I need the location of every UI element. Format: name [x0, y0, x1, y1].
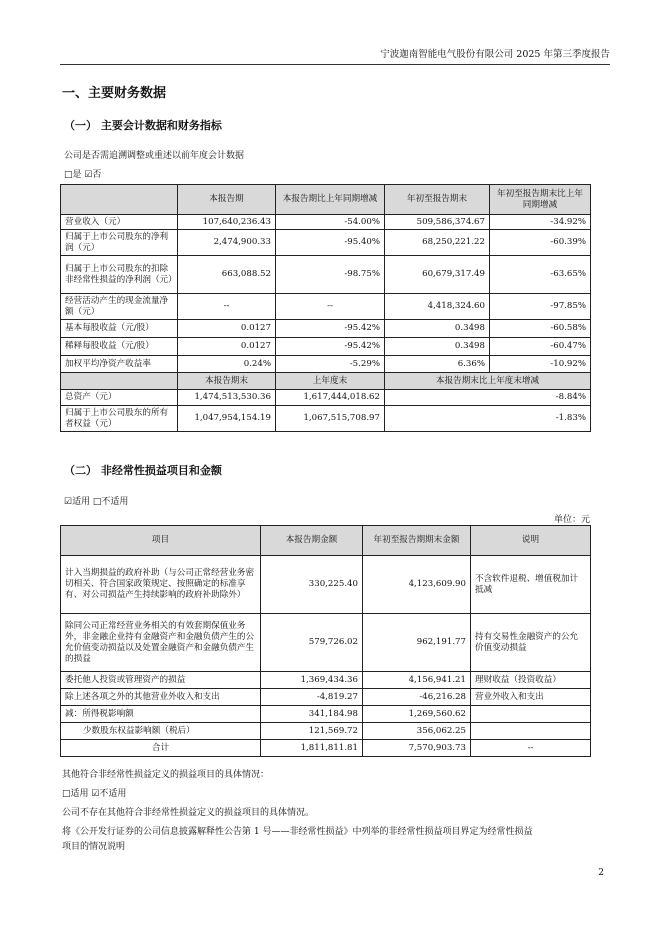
financial-data-table: [60, 184, 591, 432]
row-label: 除上述各项之外的其他营业外收入和支出: [61, 689, 261, 706]
table1-head-cell: [61, 185, 178, 215]
cell: 1,269,560.62: [363, 706, 471, 723]
cell: -54.00%: [276, 215, 385, 230]
cell: -8.84%: [385, 390, 591, 406]
row-label: 除同公司正常经营业务相关的有效套期保值业务外，非金融企业持有金融资产和金融负债产生的公允价值变动损益以及处置金融资产和金融负债产生的损益: [61, 614, 261, 672]
cell: -1.83%: [385, 406, 591, 432]
table-row: [61, 406, 591, 432]
document-header: 宁波迦南智能电气股份有限公司 2025 年第三季度报告: [380, 49, 610, 60]
table1-head2-cell: 本报告期末: [178, 373, 276, 390]
cell: 0.24%: [178, 356, 276, 373]
row-label: 基本每股收益（元/股）: [61, 320, 178, 338]
table-row: [61, 294, 591, 320]
table-row: [61, 672, 591, 689]
table-row: [61, 338, 591, 356]
row-label: 营业收入（元）: [61, 215, 178, 230]
table-row: [61, 215, 591, 230]
note-line: 项目的情况说明: [62, 842, 126, 852]
cell: -5.29%: [276, 356, 385, 373]
table-row: [61, 230, 591, 256]
cell: 60,679,317.49: [385, 256, 490, 294]
cell: 1,047,954,154.19: [178, 406, 276, 432]
row-label: 经营活动产生的现金流量净额（元）: [61, 294, 178, 320]
cell: [471, 706, 591, 723]
cell: -95.42%: [276, 320, 385, 338]
cell: 68,250,221.22: [385, 230, 490, 256]
table1-head2-cell: 本报告期末比上年度末增减: [385, 373, 591, 390]
cell: -63.65%: [490, 256, 591, 294]
cell: 509,586,374.67: [385, 215, 490, 230]
table-row: [61, 320, 591, 338]
cell: 356,062.25: [363, 723, 471, 740]
cell: 1,811,811.81: [261, 740, 363, 757]
row-label: 总资产（元）: [61, 390, 178, 406]
row-label: 少数股东权益影响额（税后）: [61, 723, 261, 740]
row-label: 委托他人投资或管理资产的损益: [61, 672, 261, 689]
cell: 持有交易性金融资产的公允价值变动损益: [471, 614, 591, 672]
cell: 107,640,236.43: [178, 215, 276, 230]
note-line: 其他符合非经常性损益定义的损益项目的具体情况：: [62, 770, 270, 780]
table1-head-cell: 年初至报告期末: [385, 185, 490, 215]
cell: -60.47%: [490, 338, 591, 356]
cell: 4,123,609.90: [363, 556, 471, 614]
table-row: [61, 390, 591, 406]
cell: 1,474,513,530.36: [178, 390, 276, 406]
cell: 0.3498: [385, 338, 490, 356]
table1-head-cell: 年初至报告期末比上年同期增减: [490, 185, 591, 215]
cell: -95.42%: [276, 338, 385, 356]
table-row: [61, 689, 591, 706]
page-number: 2: [598, 868, 604, 878]
cell: --: [276, 294, 385, 320]
table-row: [61, 356, 591, 373]
cell: -95.40%: [276, 230, 385, 256]
cell: 2,474,900.33: [178, 230, 276, 256]
subsection-title-2: （二） 非经常性损益项目和金额: [64, 464, 222, 477]
cell: 0.3498: [385, 320, 490, 338]
table2-head-cell: 年初至报告期期末金额: [363, 526, 471, 556]
row-label: 归属于上市公司股东的扣除非经常性损益的净利润（元）: [61, 256, 178, 294]
cell: -60.39%: [490, 230, 591, 256]
row-label: 计入当期损益的政府补助（与公司正常经营业务密切相关、符合国家政策规定、按照确定的标准享有、对公司损益产生持续影响的政府补助除外）: [61, 556, 261, 614]
applicability-options: ☑适用 □不适用: [64, 497, 129, 507]
section-title: 一、主要财务数据: [62, 86, 167, 101]
table-row: [61, 256, 591, 294]
cell: 1,369,434.36: [261, 672, 363, 689]
table2-head-cell: 项目: [61, 526, 261, 556]
cell: 理财收益（投资收益）: [471, 672, 591, 689]
table-row: [61, 723, 591, 740]
note-line: 公司不存在其他符合非经常性损益定义的损益项目的具体情况。: [62, 808, 315, 818]
row-label: 减：所得税影响额: [61, 706, 261, 723]
row-label: 加权平均净资产收益率: [61, 356, 178, 373]
note-options: □适用 ☑不适用: [62, 789, 127, 799]
cell: 1,067,515,708.97: [276, 406, 385, 432]
restatement-options: □是 ☑否: [64, 170, 102, 180]
cell: 4,418,324.60: [385, 294, 490, 320]
note-line: 将《公开发行证券的公司信息披露解释性公告第 1 号——非经常性损益》中列举的非经常性损益项目界定为经常性损益: [62, 827, 533, 837]
row-label: 合计: [61, 740, 261, 757]
table2-head-cell: 本报告期金额: [261, 526, 363, 556]
row-label: 稀释每股收益（元/股）: [61, 338, 178, 356]
subsection-title-1: （一） 主要会计数据和财务指标: [64, 119, 222, 132]
cell: 0.0127: [178, 320, 276, 338]
cell: 不含软件退税、增值税加计抵减: [471, 556, 591, 614]
cell: -10.92%: [490, 356, 591, 373]
cell: -97.85%: [490, 294, 591, 320]
cell: 341,184.98: [261, 706, 363, 723]
cell: -98.75%: [276, 256, 385, 294]
cell: 4,156,941.21: [363, 672, 471, 689]
cell: 663,088.52: [178, 256, 276, 294]
cell: --: [178, 294, 276, 320]
header-rule: [60, 64, 610, 65]
cell: -60.58%: [490, 320, 591, 338]
cell: 1,617,444,018.62: [276, 390, 385, 406]
table2-head-cell: 说明: [471, 526, 591, 556]
unit-label: 单位：元: [553, 515, 590, 525]
cell: [471, 723, 591, 740]
cell: -4,819.27: [261, 689, 363, 706]
table1-head2-cell: 上年度末: [276, 373, 385, 390]
table-row: [61, 706, 591, 723]
cell: -34.92%: [490, 215, 591, 230]
cell: 营业外收入和支出: [471, 689, 591, 706]
table1-head-cell: 本报告期: [178, 185, 276, 215]
table-row: [61, 614, 591, 672]
table1-head-cell: 本报告期比上年同期增减: [276, 185, 385, 215]
table1-head2-cell: [61, 373, 178, 390]
table-row: [61, 740, 591, 757]
cell: 6.36%: [385, 356, 490, 373]
cell: 121,569.72: [261, 723, 363, 740]
cell: 962,191.77: [363, 614, 471, 672]
row-label: 归属于上市公司股东的净利润（元）: [61, 230, 178, 256]
row-label: 归属于上市公司股东的所有者权益（元）: [61, 406, 178, 432]
restatement-question: 公司是否需追溯调整或重述以前年度会计数据: [64, 151, 245, 161]
cell: --: [471, 740, 591, 757]
cell: 330,225.40: [261, 556, 363, 614]
non-recurring-table: [60, 525, 591, 757]
table-row: [61, 556, 591, 614]
cell: 0.0127: [178, 338, 276, 356]
cell: 579,726.02: [261, 614, 363, 672]
cell: 7,570,903.73: [363, 740, 471, 757]
cell: -46,216.28: [363, 689, 471, 706]
